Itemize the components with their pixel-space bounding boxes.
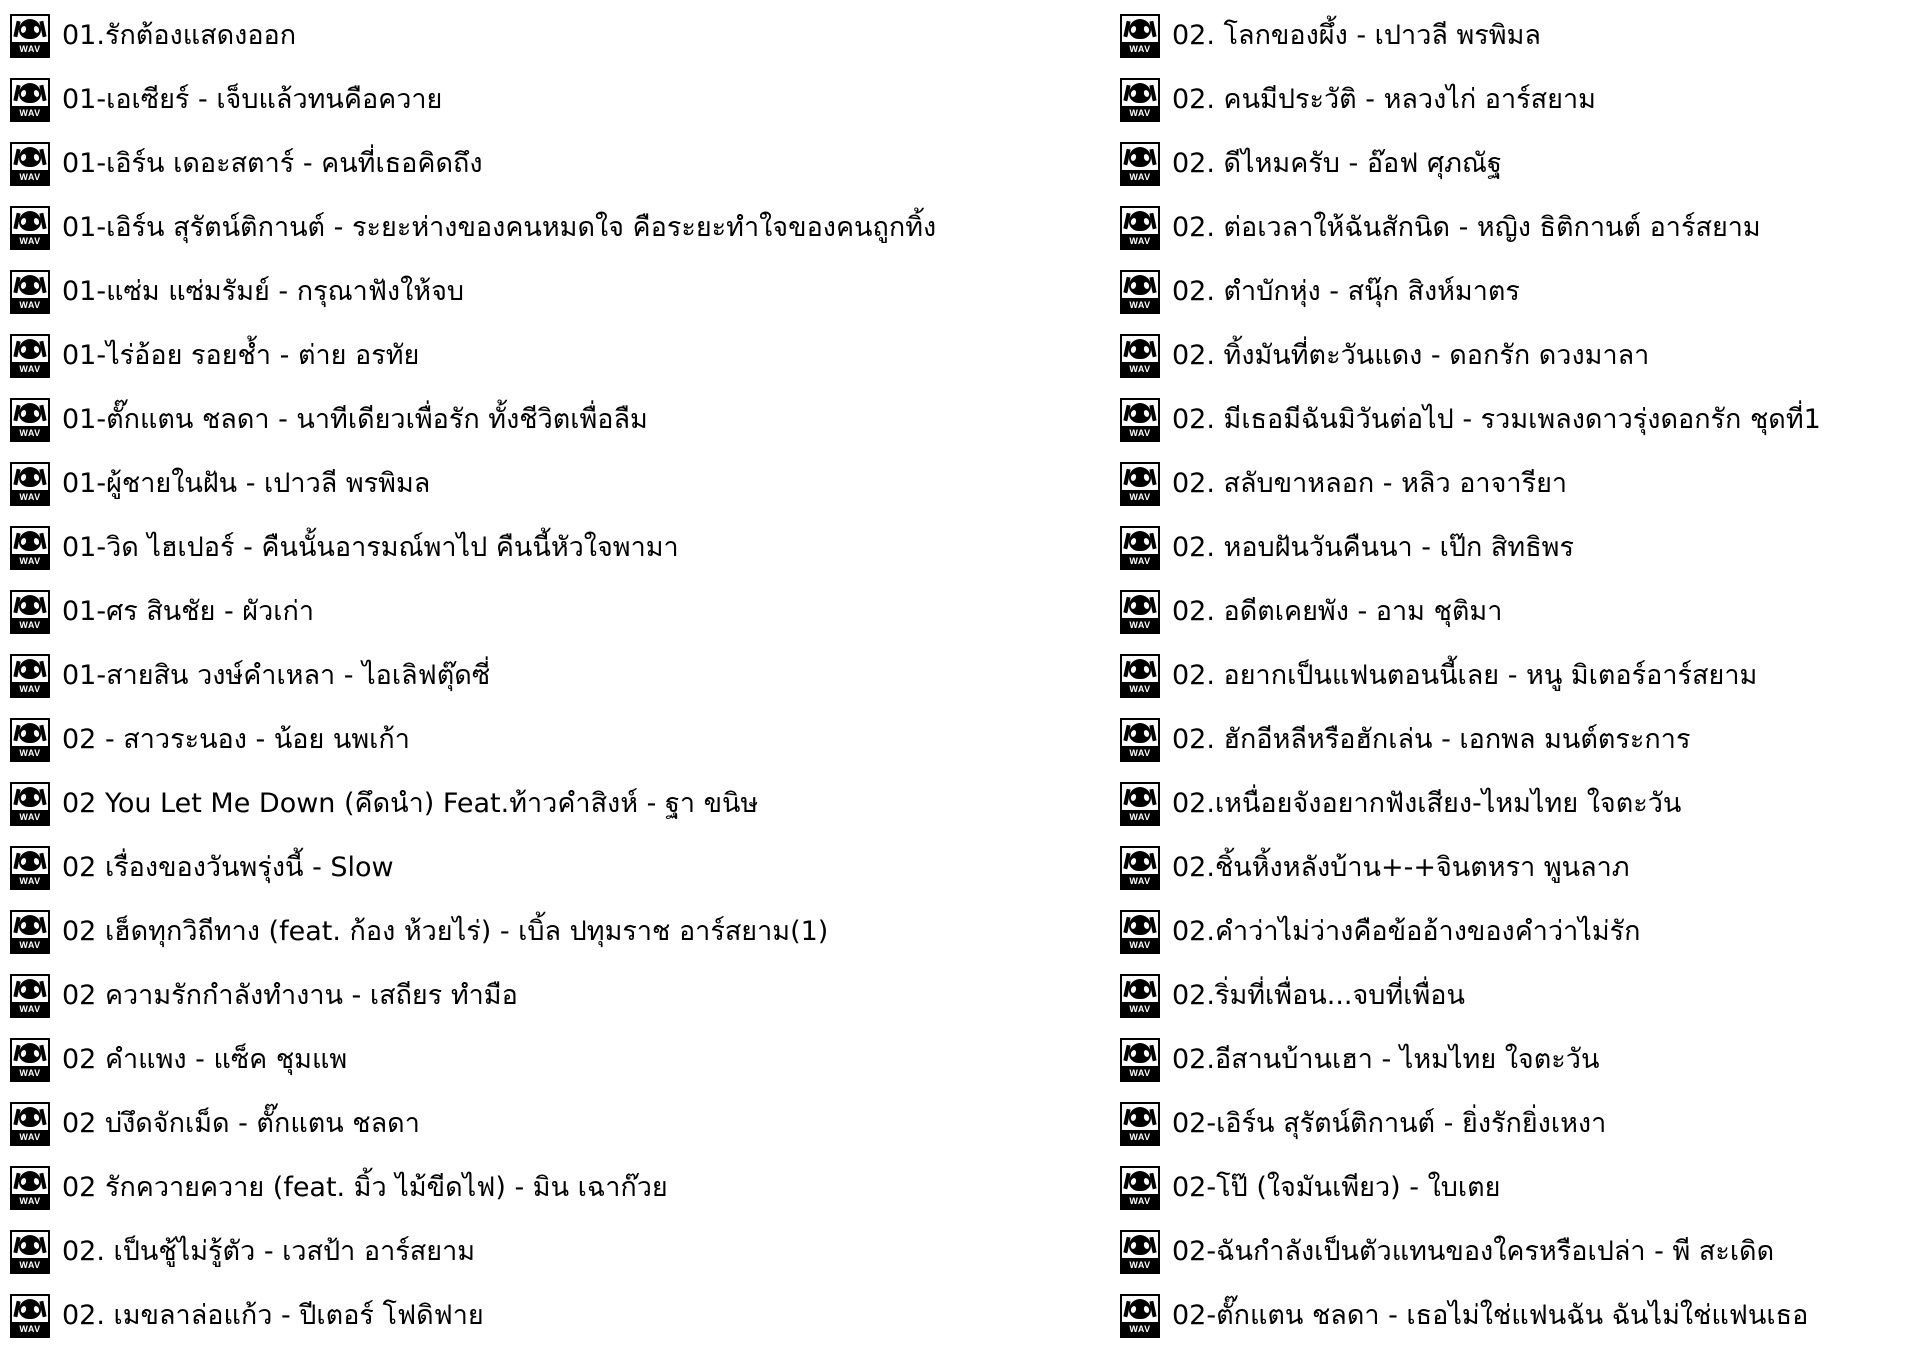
wav-icon-glyph — [1125, 851, 1155, 873]
wav-icon-glyph — [15, 915, 45, 937]
wav-icon-label: WAV — [1122, 298, 1158, 312]
file-list-item[interactable] — [10, 132, 1120, 196]
wav-icon-label: WAV — [12, 106, 48, 120]
wav-file-icon — [1120, 910, 1160, 954]
file-name-label: 02 คำแพง - แซ็ค ชุมแพ — [62, 1044, 348, 1075]
file-name-label: 02 ความรักกำลังทำงาน - เสถียร ทำมือ — [62, 980, 518, 1011]
wav-icon-glyph — [15, 339, 45, 361]
wav-icon-label: WAV — [1122, 426, 1158, 440]
wav-file-icon — [10, 1230, 50, 1274]
wav-file-icon — [10, 142, 50, 186]
file-list-item[interactable] — [1120, 644, 1926, 708]
wav-file-icon — [10, 846, 50, 890]
wav-file-icon — [1120, 974, 1160, 1018]
wav-file-icon — [1120, 590, 1160, 634]
wav-icon-glyph — [1125, 1043, 1155, 1065]
wav-file-icon — [10, 910, 50, 954]
file-name-label: 02.ชิ้นหิ้งหลังบ้าน+-+จินตหรา พูนลาภ — [1172, 852, 1630, 883]
wav-file-icon — [10, 1294, 50, 1338]
wav-file-icon — [1120, 78, 1160, 122]
wav-file-icon — [1120, 334, 1160, 378]
wav-file-icon — [1120, 1230, 1160, 1274]
wav-icon-glyph — [1125, 147, 1155, 169]
file-list-item[interactable] — [10, 708, 1120, 772]
file-name-label: 02-เอิร์น สุรัตน์ติกานต์ - ยิ่งรักยิ่งเหงา — [1172, 1108, 1607, 1139]
wav-icon-glyph — [15, 723, 45, 745]
file-list-column-right — [1120, 4, 1926, 1348]
wav-icon-glyph — [15, 659, 45, 681]
wav-icon-glyph — [15, 787, 45, 809]
wav-icon-glyph — [1125, 83, 1155, 105]
file-name-label: 02. สลับขาหลอก - หลิว อาจารียา — [1172, 468, 1568, 499]
wav-file-icon — [1120, 718, 1160, 762]
file-name-label: 01-ศร สินชัย - ผัวเก่า — [62, 596, 315, 627]
wav-icon-glyph — [1125, 915, 1155, 937]
file-list-item[interactable] — [1120, 836, 1926, 900]
wav-icon-glyph — [1125, 275, 1155, 297]
file-list-item[interactable] — [1120, 516, 1926, 580]
wav-icon-label: WAV — [1122, 1194, 1158, 1208]
wav-file-icon — [10, 718, 50, 762]
wav-icon-label: WAV — [1122, 42, 1158, 56]
wav-icon-glyph — [15, 1043, 45, 1065]
wav-icon-label: WAV — [1122, 1322, 1158, 1336]
file-list-item[interactable] — [10, 68, 1120, 132]
file-list-item[interactable] — [1120, 1284, 1926, 1348]
wav-icon-glyph — [15, 595, 45, 617]
file-name-label: 02.คำว่าไม่ว่างคือข้ออ้างของคำว่าไม่รัก — [1172, 916, 1641, 947]
file-list-item[interactable] — [1120, 964, 1926, 1028]
wav-icon-glyph — [15, 531, 45, 553]
file-list-item[interactable] — [10, 964, 1120, 1028]
wav-icon-glyph — [1125, 403, 1155, 425]
file-list-item[interactable] — [10, 452, 1120, 516]
wav-icon-glyph — [1125, 211, 1155, 233]
wav-icon-label: WAV — [1122, 554, 1158, 568]
wav-icon-label: WAV — [1122, 490, 1158, 504]
wav-icon-glyph — [1125, 787, 1155, 809]
file-name-label: 02-ตั๊กแตน ชลดา - เธอไม่ใช่แฟนฉัน ฉันไม่ใช่แฟนเธอ — [1172, 1300, 1809, 1331]
wav-icon-label: WAV — [1122, 1066, 1158, 1080]
file-list-item[interactable] — [10, 324, 1120, 388]
file-list-item[interactable] — [1120, 900, 1926, 964]
file-name-label: 02 เฮ็ดทุกวิถีทาง (feat. ก้อง ห้วยไร่) - เบิ้ล ปทุมราช อาร์สยาม(1) — [62, 916, 829, 947]
wav-icon-glyph — [15, 83, 45, 105]
file-list-item[interactable] — [1120, 324, 1926, 388]
wav-file-icon — [10, 398, 50, 442]
file-name-label: 01-ไร่อ้อย รอยช้ำ - ต่าย อรทัย — [62, 340, 420, 371]
wav-icon-label: WAV — [1122, 362, 1158, 376]
wav-file-icon — [1120, 654, 1160, 698]
file-list-item[interactable] — [10, 900, 1120, 964]
file-list-item[interactable] — [10, 4, 1120, 68]
wav-file-icon — [10, 590, 50, 634]
wav-icon-label: WAV — [12, 618, 48, 632]
wav-icon-label: WAV — [1122, 682, 1158, 696]
wav-icon-glyph — [1125, 1299, 1155, 1321]
wav-icon-label: WAV — [12, 1322, 48, 1336]
file-name-label: 02. เมขลาล่อแก้ว - ปีเตอร์ โฟดิฟาย — [62, 1300, 484, 1331]
file-name-label: 01-เอเซียร์ - เจ็บแล้วทนคือควาย — [62, 84, 443, 115]
file-name-label: 01-วิด ไฮเปอร์ - คืนนั้นอารมณ์พาไป คืนนี้หัวใจพามา — [62, 532, 679, 563]
file-name-label: 02. ดีไหมครับ - อ๊อฟ ศุภณัฐ — [1172, 148, 1502, 179]
wav-icon-glyph — [15, 211, 45, 233]
file-list-item[interactable] — [1120, 1092, 1926, 1156]
file-name-label: 02. ฮักอีหลีหรือฮักเล่น - เอกพล มนต์ตระการ — [1172, 724, 1691, 755]
wav-icon-glyph — [1125, 467, 1155, 489]
wav-icon-label: WAV — [12, 234, 48, 248]
file-name-label: 01-เอิร์น สุรัตน์ติกานต์ - ระยะห่างของคนหมดใจ คือระยะทำใจของคนถูกทิ้ง — [62, 212, 937, 243]
file-list-item[interactable] — [1120, 196, 1926, 260]
file-list-item[interactable] — [10, 772, 1120, 836]
file-name-label: 02. คนมีประวัติ - หลวงไก่ อาร์สยาม — [1172, 84, 1596, 115]
wav-file-icon — [10, 334, 50, 378]
file-name-label: 01-ตั๊กแตน ชลดา - นาทีเดียวเพื่อรัก ทั้งชีวิตเพื่อลืม — [62, 404, 648, 435]
wav-icon-label: WAV — [12, 682, 48, 696]
file-list-column-left — [0, 4, 1120, 1348]
file-list-item[interactable] — [1120, 772, 1926, 836]
file-list-item[interactable] — [1120, 708, 1926, 772]
file-list-item[interactable] — [10, 1220, 1120, 1284]
wav-icon-label: WAV — [12, 938, 48, 952]
file-name-label: 02. หอบฝันวันคืนนา - เป๊ก สิทธิพร — [1172, 532, 1574, 563]
wav-file-icon — [10, 270, 50, 314]
file-name-label: 02. เป็นชู้ไม่รู้ตัว - เวสป้า อาร์สยาม — [62, 1236, 476, 1267]
wav-file-icon — [10, 206, 50, 250]
wav-file-icon — [1120, 398, 1160, 442]
wav-icon-label: WAV — [1122, 170, 1158, 184]
wav-file-icon — [10, 526, 50, 570]
file-list-item[interactable] — [10, 1156, 1120, 1220]
file-list-item[interactable] — [10, 516, 1120, 580]
wav-icon-label: WAV — [1122, 618, 1158, 632]
wav-file-icon — [1120, 270, 1160, 314]
file-list-item[interactable] — [10, 580, 1120, 644]
file-list-item[interactable] — [1120, 1028, 1926, 1092]
wav-icon-glyph — [1125, 1107, 1155, 1129]
wav-icon-label: WAV — [12, 362, 48, 376]
wav-icon-glyph — [15, 275, 45, 297]
file-name-label: 02.เหนื่อยจังอยากฟังเสียง-ไหมไทย ใจตะวัน — [1172, 788, 1682, 819]
wav-icon-glyph — [1125, 531, 1155, 553]
wav-icon-glyph — [1125, 595, 1155, 617]
wav-file-icon — [1120, 142, 1160, 186]
file-name-label: 02.อีสานบ้านเฮา - ไหมไทย ใจตะวัน — [1172, 1044, 1600, 1075]
wav-icon-glyph — [15, 467, 45, 489]
wav-file-icon — [1120, 14, 1160, 58]
wav-file-icon — [10, 654, 50, 698]
wav-icon-glyph — [1125, 979, 1155, 1001]
file-list-item[interactable] — [1120, 68, 1926, 132]
file-name-label: 02. มีเธอมีฉันมิวันต่อไป - รวมเพลงดาวรุ่งดอกรัก ชุดที่1 — [1172, 404, 1821, 435]
wav-icon-label: WAV — [12, 810, 48, 824]
file-name-label: 01-ผู้ชายในฝัน - เปาวลี พรพิมล — [62, 468, 431, 499]
wav-icon-glyph — [15, 403, 45, 425]
file-list-item[interactable] — [1120, 132, 1926, 196]
wav-icon-label: WAV — [1122, 746, 1158, 760]
file-name-label: 02 บ่งึดจักเม็ด - ตั๊กแตน ชลดา — [62, 1108, 420, 1139]
file-name-label: 01-เอิร์น เดอะสตาร์ - คนที่เธอคิดถึง — [62, 148, 483, 179]
wav-icon-label: WAV — [1122, 810, 1158, 824]
wav-icon-label: WAV — [12, 554, 48, 568]
wav-file-icon — [1120, 782, 1160, 826]
file-list-item[interactable] — [1120, 1220, 1926, 1284]
file-name-label: 02 รักควายควาย (feat. มิ้ว ไม้ขีดไฟ) - มิน เฉาก๊วย — [62, 1172, 668, 1203]
wav-icon-glyph — [15, 147, 45, 169]
wav-icon-glyph — [15, 1171, 45, 1193]
wav-icon-glyph — [1125, 339, 1155, 361]
file-list-item[interactable] — [10, 644, 1120, 708]
file-name-label: 02.ริ่มที่เพื่อน...จบที่เพื่อน — [1172, 980, 1465, 1011]
file-list-item[interactable] — [1120, 1156, 1926, 1220]
file-list-item[interactable] — [10, 196, 1120, 260]
file-name-label: 01.รักต้องแสดงออก — [62, 20, 297, 51]
file-name-label: 01-แซ่ม แซ่มรัมย์ - กรุณาฟังให้จบ — [62, 276, 465, 307]
file-name-label: 02 - สาวระนอง - น้อย นพเก้า — [62, 724, 410, 755]
wav-icon-glyph — [15, 1299, 45, 1321]
file-name-label: 02-โป๊ (ใจมันเพียว) - ใบเตย — [1172, 1172, 1501, 1203]
file-name-label: 02-ฉันกำลังเป็นตัวแทนของใครหรือเปล่า - พี สะเดิด — [1172, 1236, 1775, 1267]
wav-file-icon — [1120, 1038, 1160, 1082]
wav-file-icon — [10, 14, 50, 58]
wav-file-icon — [1120, 526, 1160, 570]
file-list-item[interactable] — [10, 836, 1120, 900]
wav-icon-label: WAV — [12, 1258, 48, 1272]
wav-icon-glyph — [1125, 1171, 1155, 1193]
wav-file-icon — [10, 974, 50, 1018]
wav-icon-label: WAV — [12, 1066, 48, 1080]
file-list-item[interactable] — [1120, 388, 1926, 452]
file-name-label: 02 เรื่องของวันพรุ่งนี้ - Slow — [62, 852, 394, 883]
wav-file-icon — [10, 1038, 50, 1082]
file-list-item[interactable] — [1120, 452, 1926, 516]
file-name-label: 02. อดีตเคยพัง - อาม ชุติมา — [1172, 596, 1503, 627]
wav-icon-label: WAV — [12, 490, 48, 504]
wav-icon-glyph — [1125, 19, 1155, 41]
wav-icon-glyph — [1125, 659, 1155, 681]
wav-file-icon — [1120, 462, 1160, 506]
wav-icon-glyph — [15, 1107, 45, 1129]
wav-icon-label: WAV — [12, 746, 48, 760]
file-list-item[interactable] — [10, 388, 1120, 452]
wav-icon-label: WAV — [12, 298, 48, 312]
wav-file-icon — [10, 78, 50, 122]
wav-file-icon — [10, 782, 50, 826]
file-list-item[interactable] — [1120, 4, 1926, 68]
wav-icon-label: WAV — [1122, 1258, 1158, 1272]
wav-file-icon — [1120, 1294, 1160, 1338]
file-list-item[interactable] — [10, 1092, 1120, 1156]
wav-file-icon — [1120, 206, 1160, 250]
wav-icon-label: WAV — [12, 42, 48, 56]
file-name-label: 02. อยากเป็นแฟนตอนนี้เลย - หนู มิเตอร์อาร์สยาม — [1172, 660, 1758, 691]
wav-icon-glyph — [1125, 1235, 1155, 1257]
wav-icon-label: WAV — [12, 1002, 48, 1016]
file-name-label: 02. ตำบักหุ่ง - สนุ๊ก สิงห์มาตร — [1172, 276, 1520, 307]
file-name-label: 02. ทิ้งมันที่ตะวันแดง - ดอกรัก ดวงมาลา — [1172, 340, 1650, 371]
wav-icon-label: WAV — [1122, 938, 1158, 952]
wav-icon-label: WAV — [1122, 1002, 1158, 1016]
wav-file-icon — [10, 1102, 50, 1146]
wav-icon-label: WAV — [12, 874, 48, 888]
wav-file-icon — [1120, 846, 1160, 890]
file-list-item[interactable] — [1120, 260, 1926, 324]
wav-icon-label: WAV — [12, 170, 48, 184]
file-list-item[interactable] — [10, 1028, 1120, 1092]
wav-icon-label: WAV — [1122, 106, 1158, 120]
wav-file-icon — [1120, 1102, 1160, 1146]
file-name-label: 01-สายสิน วงษ์คำเหลา - ไอเลิฟตุ๊ดซี่ — [62, 660, 491, 691]
wav-icon-glyph — [15, 1235, 45, 1257]
wav-file-icon — [10, 1166, 50, 1210]
wav-file-icon — [10, 462, 50, 506]
wav-icon-label: WAV — [1122, 874, 1158, 888]
file-name-label: 02 You Let Me Down (คึดนำ) Feat.ท้าวคำสิงห์ - ฐา ขนิษ — [62, 788, 759, 819]
file-name-label: 02. โลกของผึ้ง - เปาวลี พรพิมล — [1172, 20, 1541, 51]
wav-icon-glyph — [1125, 723, 1155, 745]
wav-icon-label: WAV — [1122, 1130, 1158, 1144]
file-list-item[interactable] — [10, 1284, 1120, 1348]
wav-file-icon — [1120, 1166, 1160, 1210]
wav-icon-label: WAV — [12, 1130, 48, 1144]
file-list-item[interactable] — [1120, 580, 1926, 644]
wav-icon-label: WAV — [12, 1194, 48, 1208]
wav-icon-label: WAV — [12, 426, 48, 440]
file-list-item[interactable] — [10, 260, 1120, 324]
file-name-label: 02. ต่อเวลาให้ฉันสักนิด - หญิง ธิติกานต์ อาร์สยาม — [1172, 212, 1761, 243]
wav-icon-glyph — [15, 851, 45, 873]
wav-icon-glyph — [15, 19, 45, 41]
wav-icon-glyph — [15, 979, 45, 1001]
wav-icon-label: WAV — [1122, 234, 1158, 248]
